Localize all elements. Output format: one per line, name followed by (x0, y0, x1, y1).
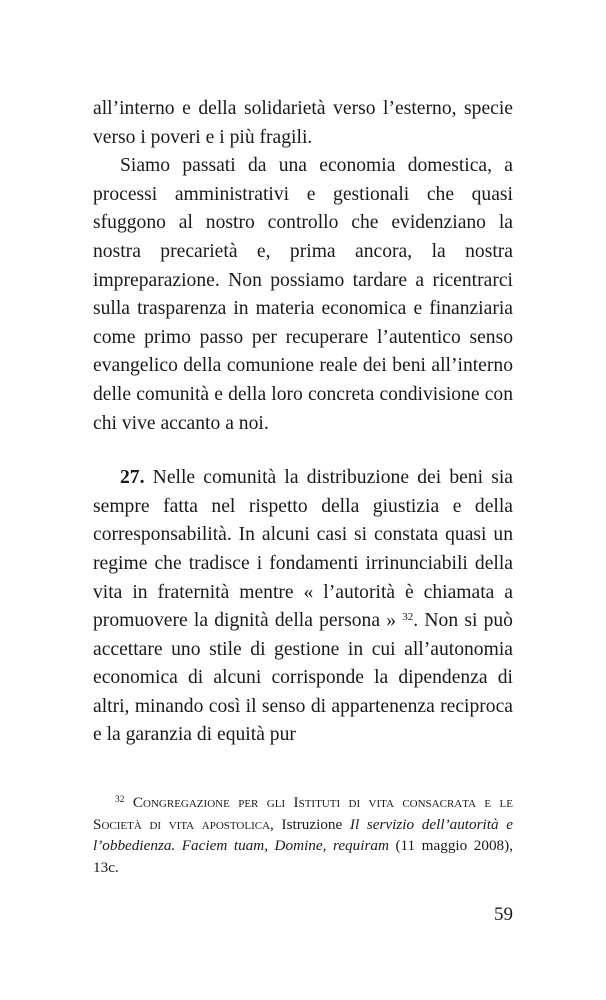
paragraph-27-text-b: . Non si può accettare uno stile di gestione in cui all’autonomia economica di alcuni corrisponde la dipendenza di altri, minando così il senso di appartenenza reciproca e la garanzia di equità pur (93, 610, 513, 746)
page-number: 59 (494, 904, 513, 925)
paragraph-1: all’interno e della solidarietà verso l’esterno, specie verso i poveri e i più fragili. (93, 98, 513, 148)
section-spacer (93, 438, 513, 464)
footnote-middle: , Istruzione (270, 815, 350, 833)
footnote-author: Congregazione per gli Istituti di vita consacrata e le Società di vita apostolica (93, 794, 513, 833)
footnote-reference: 32 (402, 611, 414, 624)
footnote-32 (93, 792, 513, 878)
footnote-tail: (11 maggio 2008), 13c. (93, 837, 513, 876)
paragraph-2: Siamo passati da una economia domestica, a processi amministrativi e gestionali che quasi sfuggono al nostro controllo che evidenziano la nostra precarietà e, prima ancora, la nostra impreparazione. Non possiamo tardare a ricentrarci sulla trasparenza in materia economica e finanziaria come primo passo per recuperare l’autentico senso evangelico della comunione reale dei beni all’interno delle comunità e della loro concreta condivisione con chi vive accanto a noi. (93, 155, 513, 434)
section-number: 27. (120, 467, 145, 489)
footnote-title: Il servizio dell’autorità e l’obbedienza. Faciem tuam, Domine, requiram (93, 815, 513, 854)
paragraph-27 (93, 464, 513, 750)
footnote-number: 32 (115, 795, 125, 805)
body-text (93, 95, 513, 750)
paragraph-27-text-a: Nelle comunità la distribuzione dei beni sia sempre fatta nel rispetto della giustizia e della corresponsabilità. In alcuni casi si constata quasi un regime che tradisce i fondamenti irrinunciabili della vita in fraternità mentre « l’autorità è chiamata a promuovere la dignità della persona » (93, 467, 513, 632)
page-body (93, 95, 513, 750)
footnotes (93, 792, 513, 878)
